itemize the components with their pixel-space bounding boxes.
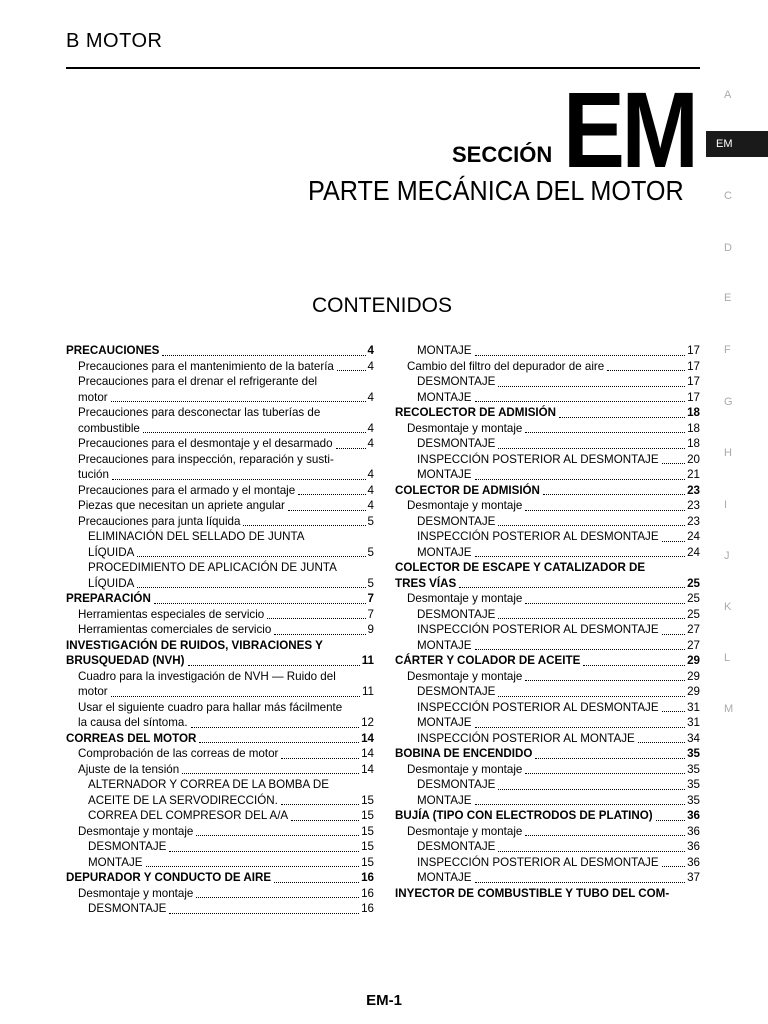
dot-leader <box>112 479 366 480</box>
toc-entry[interactable] <box>66 467 374 483</box>
toc-entry[interactable] <box>395 576 700 592</box>
toc-entry-title: DESMONTAJE <box>417 514 496 528</box>
toc-entry-title: ACEITE DE LA SERVODIRECCIÓN. <box>88 793 278 807</box>
dot-leader <box>662 634 686 635</box>
dot-leader <box>111 696 360 697</box>
dot-leader <box>638 742 685 743</box>
toc-entry-title: MONTAJE <box>417 344 472 357</box>
dot-leader <box>525 603 685 604</box>
toc-entry-title: Cambio del filtro del depurador de aire <box>407 359 605 373</box>
toc-page-number: 4 <box>367 359 374 373</box>
toc-entry[interactable] <box>66 622 374 638</box>
dot-leader <box>559 417 685 418</box>
toc-page-number: 35 <box>687 747 700 760</box>
dot-leader <box>281 758 359 759</box>
section-tab-j[interactable]: J <box>724 550 730 562</box>
toc-page-number: 11 <box>361 685 374 698</box>
toc-entry-title: BUJÍA (TIPO CON ELECTRODOS DE PLATINO) <box>395 809 653 822</box>
toc-entry[interactable] <box>395 839 700 855</box>
toc-entry[interactable] <box>66 762 374 778</box>
toc-page-number: 16 <box>361 871 374 884</box>
toc-page-number: 4 <box>367 390 374 404</box>
dot-leader <box>137 556 365 557</box>
toc-page-number: 18 <box>687 406 700 419</box>
toc-page-number: 4 <box>367 344 374 357</box>
toc-page-number: 23 <box>687 514 700 528</box>
toc-entry-title: Herramientas comerciales de servicio <box>78 623 272 636</box>
toc-entry-title: Ajuste de la tensión <box>78 762 180 776</box>
toc-entry-title: INSPECCIÓN POSTERIOR AL DESMONTAJE <box>417 855 659 869</box>
page-title: PARTE MECÁNICA DEL MOTOR <box>308 175 684 206</box>
toc-entry[interactable] <box>66 731 374 747</box>
toc-page-number: 7 <box>367 607 374 621</box>
toc-entry[interactable] <box>395 607 700 623</box>
toc-entry-text[interactable]: ALTERNADOR Y CORREA DE LA BOMBA DE <box>88 778 329 791</box>
header-title: B MOTOR <box>66 30 163 52</box>
dot-leader <box>583 665 685 666</box>
dot-leader <box>498 525 685 526</box>
dot-leader <box>169 913 359 914</box>
toc-page-number: 29 <box>687 685 700 698</box>
toc-entry[interactable] <box>395 808 700 824</box>
toc-entry-title: la causa del síntoma. <box>78 716 188 729</box>
toc-entry-title: MONTAJE <box>417 638 472 652</box>
dot-leader <box>137 587 365 588</box>
dot-leader <box>662 866 686 867</box>
toc-entry-title: motor <box>78 390 108 404</box>
toc-entry-title: LÍQUIDA <box>88 576 135 590</box>
toc-entry-title: INSPECCIÓN POSTERIOR AL MONTAJE <box>417 731 635 745</box>
toc-page-number: 17 <box>687 344 700 357</box>
toc-entry-title: MONTAJE <box>417 545 472 559</box>
toc-entry[interactable] <box>66 746 374 762</box>
toc-entry[interactable] <box>66 514 374 530</box>
toc-entry-title: MONTAJE <box>88 855 143 869</box>
toc-entry[interactable] <box>66 390 374 406</box>
toc-entry-title: Comprobación de las correas de motor <box>78 747 279 760</box>
dot-leader <box>607 370 685 371</box>
dot-leader <box>162 355 365 356</box>
toc-entry-text[interactable]: Usar el siguiente cuadro para hallar más fácilmente <box>78 700 343 714</box>
toc-page-number: 23 <box>687 483 700 497</box>
toc-entry[interactable] <box>395 731 700 747</box>
dot-leader <box>274 882 359 883</box>
toc-page-number: 14 <box>361 731 374 745</box>
toc-entry[interactable] <box>395 359 700 375</box>
dot-leader <box>498 851 685 852</box>
toc-entry[interactable] <box>66 684 374 700</box>
toc-entry-title: INSPECCIÓN POSTERIOR AL DESMONTAJE <box>417 700 659 714</box>
toc-page-number: 18 <box>687 437 700 450</box>
toc-entry-title: CÁRTER Y COLADOR DE ACEITE <box>395 654 581 667</box>
dot-leader <box>154 603 366 604</box>
toc-page-number: 36 <box>687 840 700 853</box>
toc-entry-text[interactable]: ELIMINACIÓN DEL SELLADO DE JUNTA <box>88 530 305 543</box>
toc-entry[interactable] <box>395 421 700 437</box>
dot-leader <box>143 432 366 433</box>
toc-page-number: 5 <box>367 576 374 590</box>
toc-page-number: 4 <box>367 483 374 497</box>
toc-page-number: 16 <box>361 902 374 915</box>
dot-leader <box>188 665 360 666</box>
toc-page-number: 35 <box>687 778 700 791</box>
toc-page-number: 31 <box>687 700 700 714</box>
toc-page-number: 24 <box>687 530 700 543</box>
toc-page-number: 15 <box>361 793 374 807</box>
dot-leader <box>525 773 685 774</box>
toc-page-number: 29 <box>687 669 700 683</box>
dot-leader <box>146 866 360 867</box>
page-number: EM-1 <box>366 992 402 1009</box>
toc-entry-title: Desmontaje y montaje <box>407 824 523 838</box>
toc-entry[interactable] <box>395 684 700 700</box>
toc-entry[interactable] <box>66 653 374 669</box>
toc-entry-title: DESMONTAJE <box>417 778 496 791</box>
toc-entry-title: Desmontaje y montaje <box>78 824 194 838</box>
toc-entry-text[interactable]: INVESTIGACIÓN DE RUIDOS, VIBRACIONES Y <box>66 638 323 652</box>
toc-page-number: 35 <box>687 762 700 776</box>
section-code: EM <box>563 69 696 190</box>
toc-entry[interactable] <box>66 359 374 375</box>
toc-entry-title: DESMONTAJE <box>417 437 496 450</box>
toc-column-right <box>395 343 700 901</box>
dot-leader <box>475 556 686 557</box>
toc-entry-title: BOBINA DE ENCENDIDO <box>395 747 533 760</box>
section-label: SECCIÓN <box>452 142 553 167</box>
toc-entry-title: INSPECCIÓN POSTERIOR AL DESMONTAJE <box>417 530 659 543</box>
toc-entry-text[interactable]: Cuadro para la investigación de NVH — Ruido del <box>78 669 336 683</box>
dot-leader <box>111 401 366 402</box>
toc-entry[interactable] <box>395 638 700 654</box>
toc-entry-title: DESMONTAJE <box>88 840 167 853</box>
dot-leader <box>525 510 685 511</box>
toc-page-number: 15 <box>361 824 374 838</box>
toc-entry-title: DESMONTAJE <box>88 902 167 915</box>
toc-entry-text[interactable]: Precauciones para el drenar el refrigerante del <box>78 375 318 388</box>
toc-entry[interactable] <box>395 715 700 731</box>
toc-entry[interactable] <box>66 808 374 824</box>
dot-leader <box>475 804 686 805</box>
section-tab-h[interactable]: H <box>724 447 732 459</box>
toc-page-number: 7 <box>367 592 374 605</box>
toc-entry-title: Desmontaje y montaje <box>407 421 523 435</box>
toc-page-number: 34 <box>687 731 700 745</box>
toc-entry-title: Desmontaje y montaje <box>407 762 523 776</box>
dot-leader <box>243 525 365 526</box>
dot-leader <box>475 882 686 883</box>
toc-entry[interactable] <box>66 901 374 917</box>
toc-page-number: 5 <box>367 545 374 559</box>
dot-leader <box>267 618 365 619</box>
toc-page-number: 17 <box>687 390 700 404</box>
toc-page-number: 15 <box>361 840 374 853</box>
toc-entry[interactable] <box>66 839 374 855</box>
toc-entry-title: Precauciones para junta líquida <box>78 514 241 528</box>
section-tab-m[interactable]: M <box>724 703 734 715</box>
toc-entry[interactable] <box>395 436 700 452</box>
toc-entry[interactable] <box>395 793 700 809</box>
toc-entry-title: Precauciones para el armado y el montaje <box>78 483 296 497</box>
toc-page-number: 27 <box>687 623 700 636</box>
toc-entry-title: DESMONTAJE <box>417 840 496 853</box>
toc-page-number: 14 <box>361 762 374 776</box>
toc-entry-title: motor <box>78 685 108 698</box>
dot-leader <box>281 804 359 805</box>
dot-leader <box>498 386 685 387</box>
toc-page-number: 24 <box>687 545 700 559</box>
toc-page-number: 36 <box>687 809 700 822</box>
dot-leader <box>298 494 365 495</box>
section-tab-e[interactable]: E <box>724 292 732 304</box>
toc-entry[interactable] <box>395 762 700 778</box>
toc-entry[interactable] <box>395 390 700 406</box>
dot-leader <box>656 820 685 821</box>
toc-entry-title: PREPARACIÓN <box>66 592 151 605</box>
dot-leader <box>291 820 359 821</box>
toc-entry[interactable] <box>395 483 700 499</box>
toc-entry[interactable] <box>66 545 374 561</box>
toc-entry[interactable] <box>66 483 374 499</box>
toc-entry[interactable] <box>66 715 374 731</box>
toc-entry-text[interactable]: PROCEDIMIENTO DE APLICACIÓN DE JUNTA <box>88 561 337 574</box>
toc-page-number: 4 <box>367 499 374 512</box>
toc-entry-title: Desmontaje y montaje <box>407 592 523 605</box>
toc-page-number: 4 <box>367 421 374 435</box>
toc-entry[interactable] <box>395 498 700 514</box>
toc-page-number: 17 <box>687 375 700 388</box>
section-tab-em[interactable]: EM <box>706 131 768 157</box>
toc-entry-title: MONTAJE <box>417 793 472 807</box>
toc-entry[interactable] <box>395 700 700 716</box>
dot-leader <box>662 463 686 464</box>
section-tab-g[interactable]: G <box>724 396 733 408</box>
toc-entry-title: tución <box>78 468 109 481</box>
toc-page-number: 37 <box>687 871 700 884</box>
toc-entry-title: TRES VÍAS <box>395 576 457 590</box>
contents-heading: CONTENIDOS <box>312 294 453 317</box>
dot-leader <box>336 448 366 449</box>
toc-entry[interactable] <box>395 529 700 545</box>
dot-leader <box>662 541 686 542</box>
toc-page-number: 36 <box>687 855 700 869</box>
dot-leader <box>169 851 359 852</box>
toc-entry[interactable] <box>66 576 374 592</box>
toc-entry-title: MONTAJE <box>417 468 472 481</box>
toc-page-number: 12 <box>361 716 374 729</box>
toc-entry-title: MONTAJE <box>417 390 472 404</box>
toc-page-number: 27 <box>687 638 700 652</box>
toc-entry[interactable] <box>66 436 374 452</box>
toc-entry[interactable] <box>395 545 700 561</box>
toc-entry-title: Desmontaje y montaje <box>78 886 194 900</box>
toc-entry[interactable] <box>395 405 700 421</box>
dot-leader <box>199 742 359 743</box>
toc-page-number: 9 <box>367 623 374 636</box>
toc-entry[interactable] <box>395 653 700 669</box>
toc-entry-title: Desmontaje y montaje <box>407 499 523 512</box>
dot-leader <box>525 835 685 836</box>
toc-entry-title: Precauciones para el mantenimiento de la batería <box>78 359 334 373</box>
dot-leader <box>196 897 359 898</box>
toc-page-number: 36 <box>687 824 700 838</box>
toc-entry-title: DESMONTAJE <box>417 607 496 621</box>
toc-entry-title: Precauciones para el desmontaje y el desarmado <box>78 437 333 450</box>
section-tab-c[interactable]: C <box>724 190 732 202</box>
dot-leader <box>288 510 366 511</box>
toc-entry-title: MONTAJE <box>417 871 472 884</box>
dot-leader <box>459 587 685 588</box>
toc-entry-title: CORREA DEL COMPRESOR DEL A/A <box>88 809 289 822</box>
toc-entry[interactable] <box>395 746 700 762</box>
toc-entry-title: DESMONTAJE <box>417 375 496 388</box>
dot-leader <box>498 448 685 449</box>
toc-page-number: 20 <box>687 452 700 466</box>
dot-leader <box>535 758 685 759</box>
toc-entry-title: DESMONTAJE <box>417 685 496 698</box>
toc-entry[interactable] <box>395 870 700 886</box>
toc-entry[interactable] <box>66 591 374 607</box>
toc-page-number: 31 <box>687 716 700 729</box>
toc-page-number: 25 <box>687 576 700 590</box>
section-tab-f[interactable]: F <box>724 344 731 356</box>
toc-entry[interactable] <box>395 669 700 685</box>
toc-page-number: 15 <box>361 855 374 869</box>
dot-leader <box>498 789 685 790</box>
toc-entry[interactable] <box>395 343 700 359</box>
section-tab-l[interactable]: L <box>724 652 731 664</box>
toc-entry[interactable] <box>66 855 374 871</box>
dot-leader <box>475 479 686 480</box>
dot-leader <box>475 649 686 650</box>
dot-leader <box>525 680 685 681</box>
toc-entry[interactable] <box>66 886 374 902</box>
toc-entry[interactable] <box>395 374 700 390</box>
section-tab-i[interactable]: I <box>724 499 728 511</box>
toc-entry[interactable] <box>395 855 700 871</box>
toc-entry[interactable] <box>395 824 700 840</box>
dot-leader <box>475 355 686 356</box>
toc-entry[interactable] <box>395 452 700 468</box>
toc-page-number: 17 <box>687 359 700 373</box>
toc-entry-title: MONTAJE <box>417 716 472 729</box>
toc-page-number: 23 <box>687 499 700 512</box>
toc-entry-title: combustible <box>78 421 140 435</box>
dot-leader <box>182 773 359 774</box>
section-tab-a[interactable]: A <box>724 89 732 101</box>
dot-leader <box>475 727 686 728</box>
toc-entry[interactable] <box>395 591 700 607</box>
dot-leader <box>475 401 686 402</box>
toc-page-number: 21 <box>687 468 700 481</box>
toc-page-number: 15 <box>361 809 374 822</box>
dot-leader <box>662 711 686 712</box>
toc-entry[interactable] <box>395 514 700 530</box>
toc-page-number: 25 <box>687 592 700 605</box>
toc-entry-title: BRUSQUEDAD (NVH) <box>66 654 185 667</box>
dot-leader <box>191 727 360 728</box>
toc-entry-text[interactable]: COLECTOR DE ESCAPE Y CATALIZADOR DE <box>395 561 646 574</box>
section-tab-d[interactable]: D <box>724 242 732 254</box>
toc-page-number: 18 <box>687 421 700 435</box>
toc-entry[interactable] <box>66 870 374 886</box>
toc-entry[interactable] <box>66 824 374 840</box>
toc-entry-title: PRECAUCIONES <box>66 344 160 357</box>
toc-page-number: 16 <box>361 886 374 900</box>
toc-entry-title: INSPECCIÓN POSTERIOR AL DESMONTAJE <box>417 452 659 466</box>
toc-page-number: 4 <box>367 468 374 481</box>
toc-entry-title: Desmontaje y montaje <box>407 669 523 683</box>
toc-entry-title: CORREAS DEL MOTOR <box>66 731 197 745</box>
dot-leader <box>525 432 685 433</box>
toc-entry-title: Herramientas especiales de servicio <box>78 607 265 621</box>
toc-page-number: 11 <box>361 654 374 667</box>
dot-leader <box>498 696 685 697</box>
toc-entry[interactable] <box>395 777 700 793</box>
toc-entry-text[interactable]: Precauciones para desconectar las tuberías de <box>78 406 321 419</box>
dot-leader <box>498 618 685 619</box>
toc-page-number: 14 <box>361 747 374 760</box>
toc-entry[interactable] <box>66 421 374 437</box>
dot-leader <box>543 494 685 495</box>
toc-entry-title: RECOLECTOR DE ADMISIÓN <box>395 406 557 419</box>
dot-leader <box>274 634 365 635</box>
toc-entry[interactable] <box>66 343 374 359</box>
toc-entry[interactable] <box>66 793 374 809</box>
dot-leader <box>196 835 359 836</box>
toc-entry-text[interactable]: INYECTOR DE COMBUSTIBLE Y TUBO DEL COM- <box>395 886 670 900</box>
dot-leader <box>337 370 366 371</box>
toc-entry[interactable] <box>66 498 374 514</box>
toc-entry-title: Piezas que necesitan un apriete angular <box>78 499 285 512</box>
toc-entry[interactable] <box>395 467 700 483</box>
toc-page-number: 5 <box>367 514 374 528</box>
section-tab-k[interactable]: K <box>724 601 732 613</box>
toc-entry-text[interactable]: Precauciones para inspección, reparación y susti- <box>78 452 334 466</box>
toc-entry-title: LÍQUIDA <box>88 545 135 559</box>
toc-entry[interactable] <box>395 622 700 638</box>
toc-page-number: 4 <box>367 437 374 450</box>
toc-entry-title: COLECTOR DE ADMISIÓN <box>395 483 540 497</box>
toc-column-left <box>66 343 374 917</box>
toc-page-number: 25 <box>687 607 700 621</box>
toc-entry-title: INSPECCIÓN POSTERIOR AL DESMONTAJE <box>417 623 659 636</box>
toc-entry-title: DEPURADOR Y CONDUCTO DE AIRE <box>66 871 272 884</box>
toc-entry[interactable] <box>66 607 374 623</box>
toc-page-number: 29 <box>687 654 700 667</box>
toc-page-number: 35 <box>687 793 700 807</box>
